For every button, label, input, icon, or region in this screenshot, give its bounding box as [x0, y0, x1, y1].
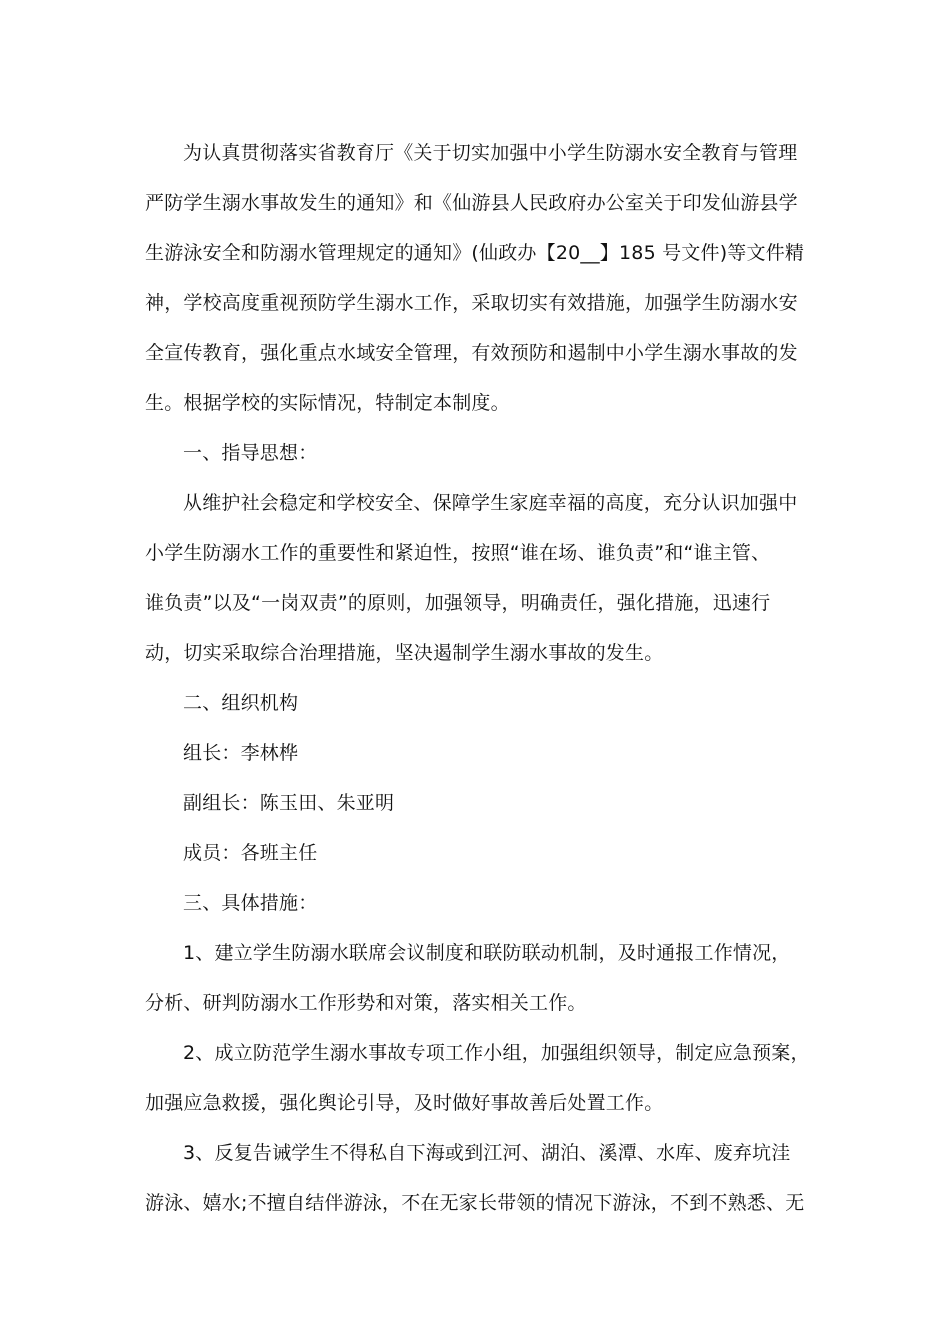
text-line: 3、反复告诫学生不得私自下海或到江河、湖泊、溪潭、水库、废弃坑洼: [183, 1142, 791, 1164]
text-line: 生游泳安全和防溺水管理规定的通知》(仙政办【20__】185 号文件)等文件精: [145, 242, 805, 264]
text-line: 生。根据学校的实际情况，特制定本制度。: [145, 392, 510, 414]
text-line: 动，切实采取综合治理措施，坚决遏制学生溺水事故的发生。: [145, 642, 664, 664]
text-line: 一、指导思想：: [183, 442, 318, 464]
document-body: [145, 128, 835, 1228]
text-line: 1、建立学生防溺水联席会议制度和联防联动机制，及时通报工作情况，: [183, 942, 791, 964]
text-line: 从维护社会稳定和学校安全、保障学生家庭幸福的高度，充分认识加强中: [183, 492, 798, 514]
text-line: 全宣传教育，强化重点水域安全管理，有效预防和遏制中小学生溺水事故的发: [145, 342, 798, 364]
text-line: 为认真贯彻落实省教育厅《关于切实加强中小学生防溺水安全教育与管理: [183, 142, 798, 164]
text-line: 成员：各班主任: [183, 842, 318, 864]
text-line: 2、成立防范学生溺水事故专项工作小组，加强组织领导，制定应急预案，: [183, 1042, 810, 1064]
text-line: 神，学校高度重视预防学生溺水工作，采取切实有效措施，加强学生防溺水安: [145, 292, 798, 314]
text-line: 严防学生溺水事故发生的通知》和《仙游县人民政府办公室关于印发仙游县学: [145, 192, 798, 214]
text-line: 谁负责”以及“一岗双责”的原则，加强领导，明确责任，强化措施，迅速行: [145, 592, 771, 614]
text-line: 三、具体措施：: [183, 892, 318, 914]
text-line: 副组长：陈玉田、朱亚明: [183, 792, 395, 814]
text-line: 游泳、嬉水;不擅自结伴游泳，不在无家长带领的情况下游泳，不到不熟悉、无: [145, 1192, 805, 1214]
text-line: 小学生防溺水工作的重要性和紧迫性，按照“谁在场、谁负责”和“谁主管、: [145, 542, 771, 564]
text-line: 加强应急救援，强化舆论引导，及时做好事故善后处置工作。: [145, 1092, 664, 1114]
text-line: 分析、研判防溺水工作形势和对策，落实相关工作。: [145, 992, 587, 1014]
text-line: 二、组织机构: [183, 692, 299, 714]
text-line: 组长：李林桦: [183, 742, 299, 764]
